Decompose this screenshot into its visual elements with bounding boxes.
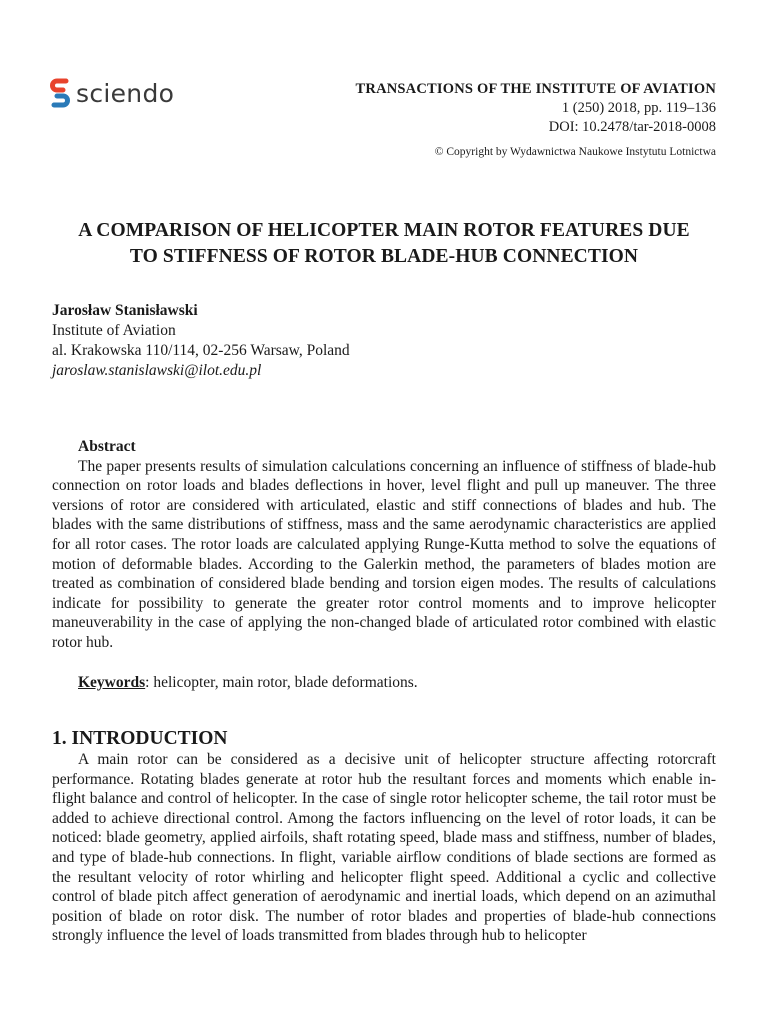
author-email[interactable]: jaroslaw.stanislawski@ilot.edu.pl bbox=[52, 362, 262, 379]
introduction-text: A main rotor can be considered as a decisive unit of helicopter structure affecting rotorcraft performance. Rotating blades generate at rotor hub the resultant forces and moments which enable in-flight balance and control of helicopter. In the case of single rotor helicopter scheme, the tail rotor must be added to achieve directional control. Among the factors influencing on the level of rotor loads, it can be noticed: blade geometry, applied airfoils, shaft rotating speed, blade mass and stiffness, number of blades, and type of blade-hub connections. In flight, variable airflow conditions of blade sections are formed as the resultant velocity of rotor whirling and helicopter flight speed. Additional a cyclic and collective control of blade pitch affect generation of aerodynamic and inertial loads, which depend on an azimuthal position of blade on rotor disk. The number of rotor blades and properties of blade-hub connections strongly influence the level of loads transmitted from blades through hub to helicopter bbox=[52, 751, 716, 945]
abstract-text: The paper presents results of simulation calculations concerning an influence of stiffness of blade-hub connection on rotor loads and blades deflections in hover, level flight and pull up maneuver. The three versions of rotor are considered with articulated, elastic and stiff connections of blades and hub. The blades with the same distributions of stiffness, mass and the same aerodynamic characteristics are applied for all rotor cases. The rotor loads are calculated applying Runge-Kutta method to solve the equations of motion of deformable blades. According to the Galerkin method, the parameters of blades motion are treated as combination of considered blade bending and torsion eigen modes. The results of calculations indicate for possibility to generate the greater rotor control moments and to improve helicopter maneuverability in the case of applying the non-changed blade of articulated rotor combined with elastic rotor hub. bbox=[52, 457, 716, 651]
journal-title: TRANSACTIONS OF THE INSTITUTE OF AVIATION bbox=[355, 81, 716, 97]
sciendo-logo[interactable] bbox=[50, 78, 174, 108]
abstract-section bbox=[52, 437, 716, 653]
keywords-label: Keywords bbox=[78, 674, 146, 691]
author-affiliation: Institute of Aviation bbox=[52, 322, 176, 339]
abstract-heading: Abstract bbox=[78, 438, 136, 455]
author-name: Jarosław Stanisławski bbox=[52, 302, 198, 319]
journal-doi[interactable]: DOI: 10.2478/tar-2018-0008 bbox=[548, 119, 716, 135]
paper-title bbox=[40, 218, 728, 270]
paper-title-line-2: TO STIFFNESS OF ROTOR BLADE-HUB CONNECTION bbox=[129, 246, 639, 267]
keywords-line bbox=[78, 673, 418, 693]
author-block bbox=[52, 301, 350, 381]
paper-title-line-1: A COMPARISON OF HELICOPTER MAIN ROTOR FEATURES DUE bbox=[78, 220, 690, 241]
logo-text: sciendo bbox=[76, 78, 175, 108]
author-address: al. Krakowska 110/114, 02-256 Warsaw, Poland bbox=[52, 342, 350, 359]
journal-issue: 1 (250) 2018, pp. 119–136 bbox=[561, 100, 716, 116]
keywords-text: : helicopter, main rotor, blade deformations. bbox=[145, 674, 418, 691]
journal-info bbox=[356, 79, 716, 161]
copyright-notice: © Copyright by Wydawnictwa Naukowe Instytutu Lotnictwa bbox=[434, 146, 716, 158]
sciendo-logo-icon bbox=[50, 78, 70, 108]
section-heading-introduction: 1. INTRODUCTION bbox=[52, 728, 228, 749]
